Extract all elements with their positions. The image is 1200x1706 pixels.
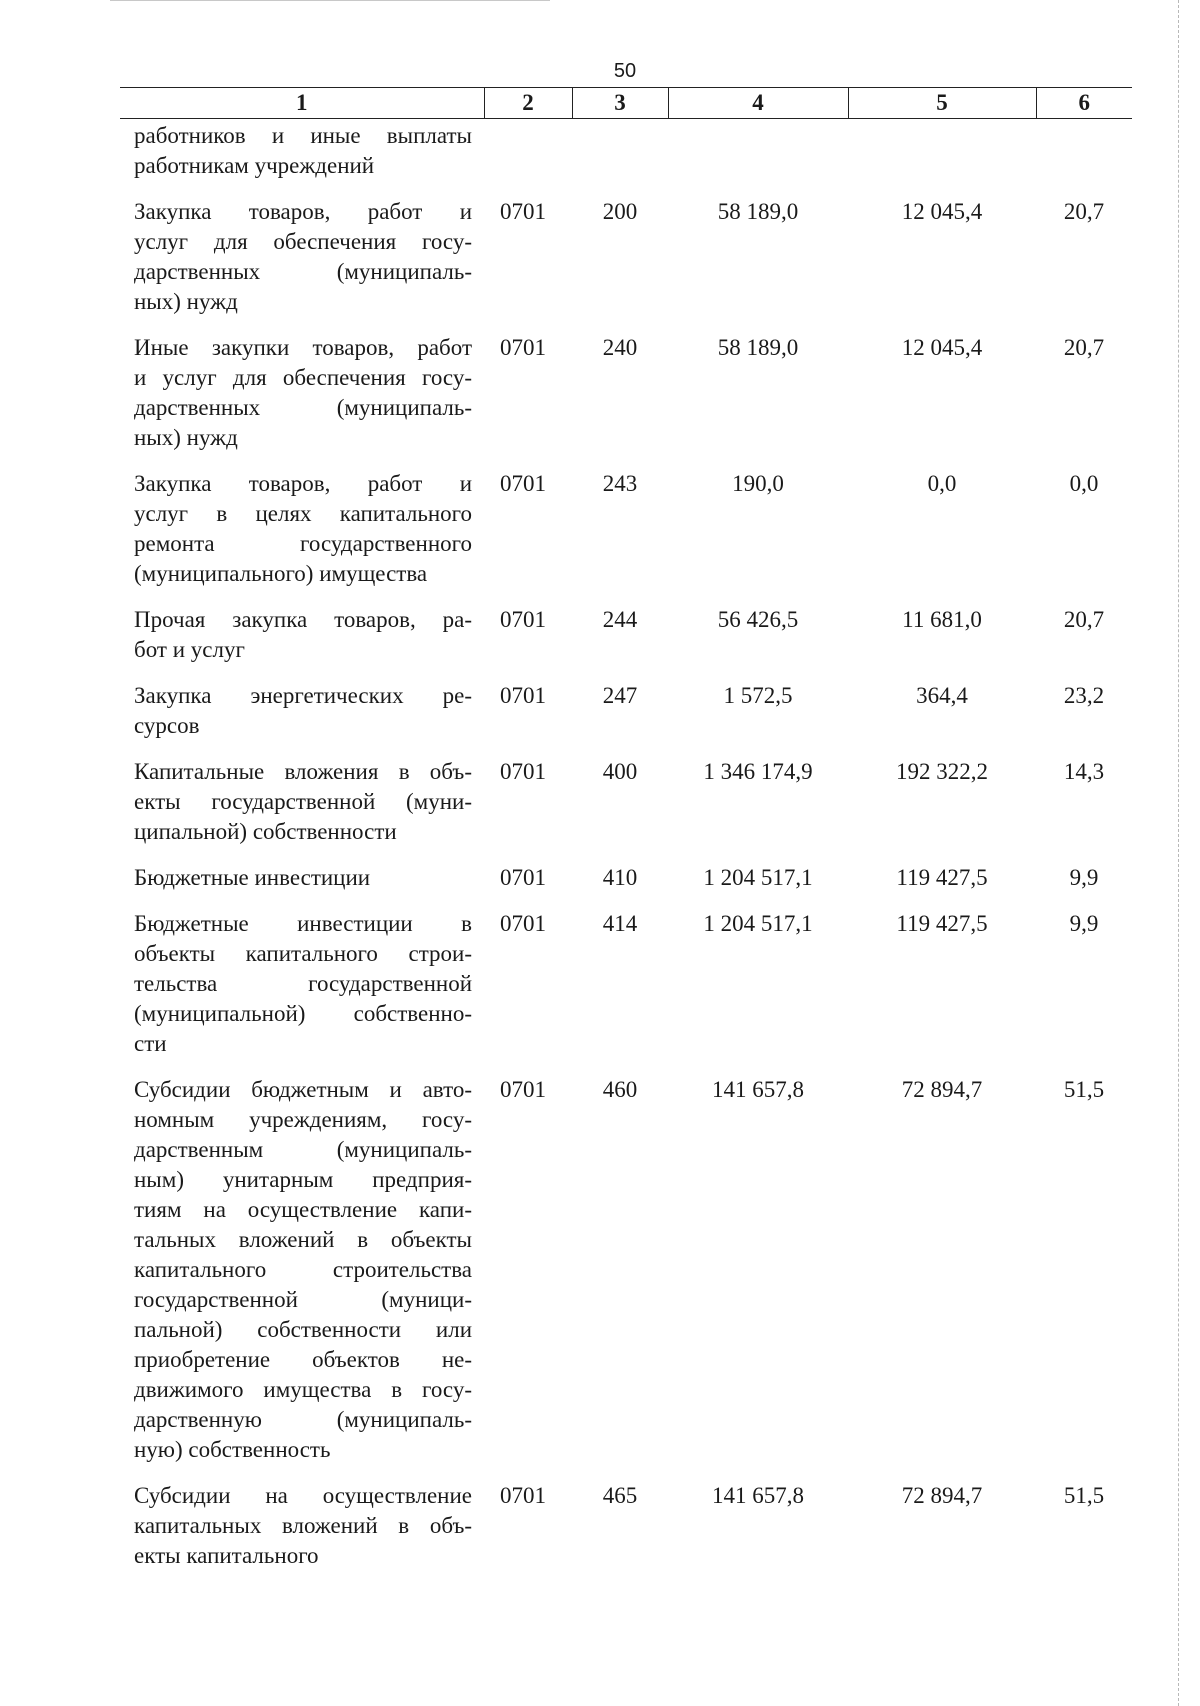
- page-number: 50: [613, 60, 637, 82]
- row-description: [120, 901, 484, 1067]
- table-row: [120, 749, 1132, 855]
- table-row: [120, 1473, 1132, 1579]
- description-line: Субсидии на осуществление: [134, 1483, 472, 1508]
- description-line: ную) собственность: [134, 1437, 331, 1462]
- description-line: екты государственной (муни-: [134, 789, 472, 814]
- description-line: государственной (муници-: [134, 1287, 472, 1312]
- description-line: ципальной) собственности: [134, 819, 397, 844]
- description-line: бот и услуг: [134, 637, 245, 662]
- row-description: [120, 189, 484, 325]
- row-expense-code: 460: [602, 1077, 638, 1102]
- column-header-1: 1: [120, 88, 484, 119]
- row-section-code: 0701: [500, 335, 546, 360]
- description-line: Закупка товаров, работ и: [134, 471, 472, 496]
- row-percent: 20,7: [1063, 607, 1105, 632]
- row-plan-amount: 1 572,5: [723, 683, 793, 708]
- row-section-code: [484, 119, 572, 190]
- description-line: работникам учреждений: [134, 153, 375, 178]
- description-line: сурсов: [134, 713, 200, 738]
- row-section-code: 0701: [500, 683, 546, 708]
- description-line: дарственным (муниципаль-: [134, 1137, 472, 1162]
- scan-edge-right: [1178, 0, 1179, 1706]
- row-actual-amount: 364,4: [916, 683, 968, 708]
- column-header-6: 6: [1036, 88, 1132, 119]
- row-plan-amount: 56 426,5: [717, 607, 799, 632]
- description-line: Бюджетные инвестиции: [134, 865, 371, 890]
- row-expense-code: 200: [602, 199, 638, 224]
- row-description: [120, 1473, 484, 1579]
- column-header-4: 4: [668, 88, 848, 119]
- description-line: номным учреждениям, госу-: [134, 1107, 472, 1132]
- description-line: екты капитального: [134, 1543, 319, 1568]
- description-line: работников и иные выплаты: [134, 123, 472, 148]
- description-line: тальных вложений в объекты: [134, 1227, 472, 1252]
- row-expense-code: 247: [602, 683, 638, 708]
- description-line: Прочая закупка товаров, ра-: [134, 607, 472, 632]
- description-line: ных) нужд: [134, 425, 238, 450]
- row-plan-amount: 1 204 517,1: [703, 911, 813, 936]
- table-row: [120, 189, 1132, 325]
- row-expense-code: 243: [602, 471, 638, 496]
- row-section-code: 0701: [500, 199, 546, 224]
- row-description: [120, 119, 484, 190]
- description-line: пальной) собственности или: [134, 1317, 472, 1342]
- description-line: Закупка энергетических ре-: [134, 683, 472, 708]
- row-percent: 20,7: [1063, 199, 1105, 224]
- table-row: [120, 597, 1132, 673]
- description-line: дарственных (муниципаль-: [134, 395, 472, 420]
- row-actual-amount: 119 427,5: [896, 911, 988, 936]
- row-percent: 9,9: [1069, 865, 1099, 890]
- row-plan-amount: 58 189,0: [717, 335, 799, 360]
- table-row: [120, 901, 1132, 1067]
- row-actual-amount: 119 427,5: [896, 865, 988, 890]
- row-plan-amount: 141 657,8: [712, 1483, 804, 1508]
- budget-table: [120, 87, 1132, 1579]
- description-line: услуг в целях капитального: [134, 501, 472, 526]
- row-actual-amount: 72 894,7: [901, 1077, 983, 1102]
- table-row: [120, 461, 1132, 597]
- description-line: объекты капитального строи-: [134, 941, 472, 966]
- row-section-code: 0701: [500, 911, 546, 936]
- description-line: ным) унитарным предприя-: [134, 1167, 472, 1192]
- row-section-code: 0701: [500, 865, 546, 890]
- row-percent: 0,0: [1069, 471, 1099, 496]
- description-line: Иные закупки товаров, работ: [134, 335, 472, 360]
- description-line: сти: [134, 1031, 167, 1056]
- row-section-code: 0701: [500, 471, 546, 496]
- row-actual-amount: 11 681,0: [902, 607, 982, 632]
- description-line: тиям на осуществление капи-: [134, 1197, 472, 1222]
- description-line: Закупка товаров, работ и: [134, 199, 472, 224]
- row-plan-amount: [668, 119, 848, 190]
- table-row: [120, 1067, 1132, 1473]
- row-actual-amount: 192 322,2: [896, 759, 988, 784]
- row-actual-amount: 72 894,7: [901, 1483, 983, 1508]
- description-line: Бюджетные инвестиции в: [134, 911, 472, 936]
- row-actual-amount: 12 045,4: [901, 199, 983, 224]
- table-row: [120, 673, 1132, 749]
- row-expense-code: 414: [602, 911, 638, 936]
- table-row: [120, 325, 1132, 461]
- row-plan-amount: 1 204 517,1: [703, 865, 813, 890]
- column-header-3: 3: [572, 88, 668, 119]
- row-plan-amount: 190,0: [732, 471, 784, 496]
- row-section-code: 0701: [500, 1483, 546, 1508]
- description-line: движимого имущества в госу-: [134, 1377, 472, 1402]
- row-description: [120, 855, 484, 901]
- table-row: [120, 119, 1132, 190]
- description-line: ных) нужд: [134, 289, 238, 314]
- row-section-code: 0701: [500, 759, 546, 784]
- row-actual-amount: [848, 119, 1036, 190]
- description-line: капитальных вложений в объ-: [134, 1513, 472, 1538]
- row-percent: 14,3: [1063, 759, 1105, 784]
- table-body: [120, 119, 1132, 1580]
- scan-edge-top: [110, 0, 550, 1]
- description-line: дарственную (муниципаль-: [134, 1407, 472, 1432]
- description-line: услуг для обеспечения госу-: [134, 229, 472, 254]
- row-plan-amount: 58 189,0: [717, 199, 799, 224]
- row-expense-code: 465: [602, 1483, 638, 1508]
- description-line: приобретение объектов не-: [134, 1347, 472, 1372]
- description-line: Субсидии бюджетным и авто-: [134, 1077, 472, 1102]
- description-line: (муниципальной) собственно-: [134, 1001, 472, 1026]
- row-description: [120, 1067, 484, 1473]
- row-percent: 9,9: [1069, 911, 1099, 936]
- row-actual-amount: 0,0: [927, 471, 957, 496]
- row-description: [120, 749, 484, 855]
- description-line: капитального строительства: [134, 1257, 472, 1282]
- row-actual-amount: 12 045,4: [901, 335, 983, 360]
- description-line: ремонта государственного: [134, 531, 472, 556]
- description-line: (муниципального) имущества: [134, 561, 428, 586]
- row-expense-code: 400: [602, 759, 638, 784]
- row-percent: 20,7: [1063, 335, 1105, 360]
- row-percent: 51,5: [1063, 1483, 1105, 1508]
- row-percent: [1036, 119, 1132, 190]
- row-plan-amount: 141 657,8: [712, 1077, 804, 1102]
- column-header-5: 5: [848, 88, 1036, 119]
- row-expense-code: 240: [602, 335, 638, 360]
- row-section-code: 0701: [500, 1077, 546, 1102]
- table-row: [120, 855, 1132, 901]
- row-expense-code: 410: [602, 865, 638, 890]
- row-expense-code: 244: [602, 607, 638, 632]
- row-description: [120, 673, 484, 749]
- description-line: Капитальные вложения в объ-: [134, 759, 472, 784]
- row-percent: 51,5: [1063, 1077, 1105, 1102]
- description-line: дарственных (муниципаль-: [134, 259, 472, 284]
- row-expense-code: [572, 119, 668, 190]
- row-description: [120, 597, 484, 673]
- description-line: тельства государственной: [134, 971, 472, 996]
- row-description: [120, 325, 484, 461]
- description-line: и услуг для обеспечения госу-: [134, 365, 472, 390]
- row-section-code: 0701: [500, 607, 546, 632]
- row-plan-amount: 1 346 174,9: [703, 759, 813, 784]
- row-percent: 23,2: [1063, 683, 1105, 708]
- row-description: [120, 461, 484, 597]
- table-header-row: [120, 88, 1132, 119]
- column-header-2: 2: [484, 88, 572, 119]
